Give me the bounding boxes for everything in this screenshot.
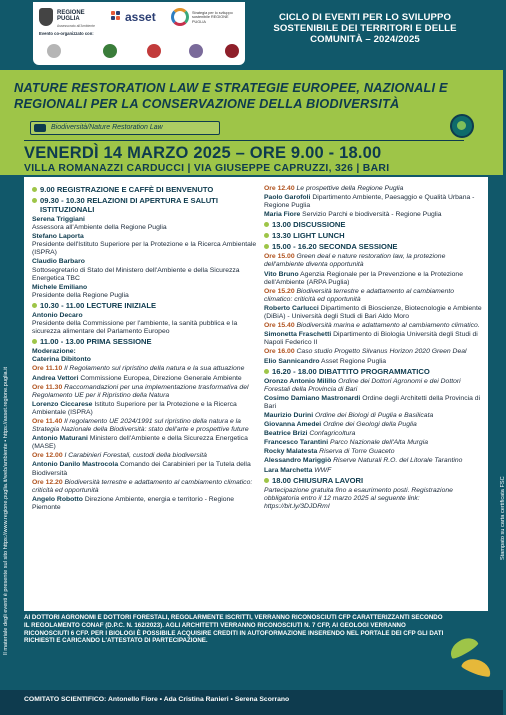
- program-column-right: [264, 185, 482, 512]
- panelist: Giovanna Amedei Ordine dei Geologi della Puglia: [264, 421, 417, 429]
- asset-logo: [111, 9, 161, 29]
- logos-panel: [33, 2, 245, 65]
- bullet-icon: [32, 339, 37, 344]
- panelist: Francesco Tarantini Parco Nazionale dell'Alta Murgia: [264, 439, 428, 447]
- speaker: Stefano Laporta Presidente dell'Istituto Superiore per la Protezione e la Ricerca Ambientale (ISPRA): [32, 233, 257, 257]
- leaf-decoration-icon: [461, 655, 494, 678]
- talk: Ore 16.00 Caso studio Progetto Silvanus Horizon 2020 Green Deal: [264, 348, 467, 356]
- title-banner: [0, 70, 503, 175]
- speaker: Michele Emiliano Presidente della Regione Puglia: [32, 283, 129, 299]
- panelist: Oronzo Antonio Milillo Ordine dei Dottori Agronomi e dei Dottori Forestali della Provincia di Bari: [264, 377, 461, 393]
- topic-tag-label: Biodiversità/Nature Restoration Law: [51, 124, 163, 131]
- panelist: Maurizio Durini Ordine dei Biologi di Puglia e Basilicata: [264, 411, 434, 419]
- committee-strip: [0, 690, 503, 715]
- fsc-note: Stampato su carta certificata FSC: [500, 476, 506, 560]
- bullet-icon: [32, 198, 37, 203]
- speaker: Vito Bruno Agenzia Regionale per la Prevenzione e la Protezione dell'Ambiente (ARPA Puglia): [264, 270, 463, 286]
- panelist: Rocky Malatesta Riserva di Torre Guaceto: [264, 448, 395, 456]
- strategia-name: Strategia per lo sviluppo sostenibile REGIONE PUGLIA: [192, 11, 233, 24]
- speaker: Maria Fiore Servizio Parchi e biodiversità - Regione Puglia: [264, 211, 442, 219]
- program-card: [24, 177, 488, 611]
- asset-name: asset: [125, 10, 156, 24]
- regione-crest-icon: [39, 8, 53, 26]
- speaker: Claudio Barbaro Sottosegretario di Stato del Ministero dell'Ambiente e della Sicurezza Energetica TBC: [32, 258, 240, 282]
- header: [0, 0, 503, 70]
- talk: Ore 12.20 Biodiversità terrestre e adattamento al cambiamento climatico: criticità ed opportunità: [32, 478, 253, 494]
- section-heading: 15.00 - 16.20 SECONDA SESSIONE: [264, 242, 482, 251]
- co-logo-icon: [189, 44, 203, 58]
- talk: Ore 12.40 Le prospettive della Regione Puglia: [264, 185, 404, 192]
- section-heading: 11.00 - 13.00 PRIMA SESSIONE: [32, 337, 257, 346]
- panelist: Cosimo Damiano Mastronardi Ordine degli Architetti della Provincia di Bari: [264, 394, 481, 410]
- co-logo-icon: [103, 44, 117, 58]
- speaker: Angelo Robotto Direzione Ambiente, energia e territorio - Regione Piemonte: [32, 495, 235, 511]
- section-heading: 10.30 - 11.00 LECTURE INIZIALE: [32, 301, 257, 310]
- co-logo-icon: [225, 44, 239, 58]
- talk: Ore 15.40 Biodiversità marina e adattamento al cambiamento climatico.: [264, 322, 480, 330]
- program-column-left: [32, 185, 257, 513]
- panelist: Beatrice Brizi Confagricoltura: [264, 430, 356, 438]
- speaker: Roberto Carlucci Dipartimento di Bioscienze, Biotecnologie e Ambiente (DiBiA) - Università degli Studi di Bari Aldo Moro: [264, 304, 482, 321]
- speaker: Antonio Danilo Mastrocola Comando dei Carabinieri per la Tutela della Biodiversità: [32, 461, 251, 477]
- talk: Ore 12.00 I Carabinieri Forestali, custodi della biodiversità: [32, 452, 207, 460]
- globe-icon: [450, 114, 474, 138]
- panelist: Alessandro Mariggiò Riserve Naturali R.O. del Litorale Tarantino: [264, 457, 463, 465]
- speaker: Simonetta Fraschetti Dipartimento di Biologia Università degli Studi di Napoli Federico II: [264, 331, 478, 347]
- speaker: Antonio Decaro Presidente della Commissione per l'ambiente, la sanità pubblica e la sicurezza alimentare del Parlamento Europeo: [32, 311, 238, 336]
- section-heading: 9.00 REGISTRAZIONE E CAFFÈ DI BENVENUTO: [32, 185, 257, 194]
- speaker: Lorenzo Ciccarese Istituto Superiore per la Protezione e la Ricerca Ambientale (ISPRA): [32, 400, 237, 416]
- event-date: VENERDÌ 14 MARZO 2025 – ORE 9.00 - 18.00: [24, 144, 382, 162]
- speaker: Serena Triggiani Assessora all'Ambiente della Regione Puglia: [32, 216, 167, 232]
- section-heading: 09.30 - 10.30 RELAZIONI DI APERTURA E SALUTI ISTITUZIONALI: [32, 196, 257, 214]
- regione-name: REGIONE PUGLIA: [57, 10, 85, 22]
- moderation: Moderazione: Caterina Dibitonto: [32, 348, 91, 364]
- speaker: Andrea Vettori Commissione Europea, Direzione Generale Ambiente: [32, 374, 242, 382]
- speaker: Elio Sannicandro Asset Regione Puglia: [264, 357, 387, 365]
- section-heading: 13.30 LIGHT LUNCH: [264, 231, 482, 240]
- event-title: NATURE RESTORATION LAW E STRATEGIE EUROPEE, NAZIONALI E REGIONALI PER LA CONSERVAZIONE DELLA BIODIVERSITÀ: [14, 80, 448, 111]
- regione-sub: Assessorato all'Ambiente: [57, 24, 95, 28]
- bullet-icon: [264, 478, 269, 483]
- website-note: Il materiale degli eventi è presente sul sito https://www.regione.puglia.it/web/ambiente • https://asset.regione.puglia.it: [3, 366, 9, 655]
- leaf-decoration-icon: [447, 633, 480, 660]
- bullet-icon: [264, 369, 269, 374]
- panelist: Lara Marchetta WWF: [264, 466, 332, 474]
- talk: Ore 15.20 Biodiversità terrestre e adattamento al cambiamento climatico: criticità ed opportunità: [264, 287, 455, 303]
- bullet-icon: [264, 233, 269, 238]
- talk: Ore 11.10 Il Regolamento sul ripristino della natura e la sua attuazione: [32, 365, 245, 373]
- section-heading: 18.00 CHIUSURA LAVORI: [264, 476, 482, 485]
- sdg-ring-icon: [171, 8, 189, 26]
- asset-mark-icon: [111, 11, 123, 23]
- talk: Ore 15.00 Green deal e nature restoration law, la protezione dell'ambiente diventa opportunità: [264, 253, 446, 269]
- tag-icon: [34, 124, 46, 132]
- bullet-icon: [264, 222, 269, 227]
- section-heading: 16.20 - 18.00 DIBATTITO PROGRAMMATICO: [264, 367, 482, 376]
- bullet-icon: [32, 187, 37, 192]
- co-logo-icon: [147, 44, 161, 58]
- speaker: Antonio Maturani Ministero dell'Ambiente e della Sicurezza Energetica (MASE): [32, 435, 248, 451]
- divider: [24, 140, 464, 141]
- talk: Ore 11.40 Il regolamento UE 2024/1991 sul ripristino della natura e la Strategia Nazionale della Biodiversità: stato dell'arte e prospettive future: [32, 417, 249, 434]
- topic-tag: [30, 121, 220, 135]
- co-logo-icon: [47, 44, 61, 58]
- strategia-logo: [171, 8, 241, 30]
- series-title: CICLO DI EVENTI PER LO SVILUPPO SOSTENIBILE DEI TERRITORI E DELLE COMUNITÀ – 2024/2025: [273, 12, 457, 45]
- co-organizers-label: Evento co-organizzato con:: [39, 31, 94, 36]
- section-heading: 13.00 DISCUSSIONE: [264, 220, 482, 229]
- co-organizer-logos: [39, 40, 239, 62]
- bullet-icon: [32, 303, 37, 308]
- bullet-icon: [264, 244, 269, 249]
- speaker: Paolo Garofoli Dipartimento Ambiente, Paesaggio e Qualità Urbana - Regione Puglia: [264, 194, 475, 210]
- scientific-committee: COMITATO SCIENTIFICO: Antonello Fiore • Ada Cristina Ranieri • Serena Scorrano: [24, 696, 290, 703]
- event-venue: VILLA ROMANAZZI CARDUCCI | VIA GIUSEPPE CAPRUZZI, 326 | BARI: [24, 163, 390, 174]
- registration-note: Partecipazione gratuita fino a esaurimento posti. Registrazione obbligatoria entro il 12 marzo 2025 al seguente link: https://bit.ly/3DJDRmI: [264, 486, 453, 510]
- credits-notice: AI DOTTORI AGRONOMI E DOTTORI FORESTALI, REGOLARMENTE ISCRITTI, VERRANNO RICONOSCIUTI CFP CARATTERIZZANTI SECONDO IL REGOLAMENTO CONAF (D.P.C. N. 162/2023). AGLI ARCHITETTI VERRANNO RICONOSCIUTI N. 7 CFP, AI GEOLOGI VERRANNO RICONOSCIUTI 6 CFP. PER I BIOLOGI È POSSIBILE ACQUISIRE CREDITI IN AUTOFORMAZIONE INSERENDO NEL PORTALE DEI CFP GLI DATI RICHIESTI E CARICANDO L'ATTESTATO DI PARTECIPAZIONE.: [24, 614, 444, 645]
- talk: Ore 11.30 Raccomandazioni per una implementazione trasformativa del Regolamento UE per il Ripristino della Natura: [32, 383, 249, 399]
